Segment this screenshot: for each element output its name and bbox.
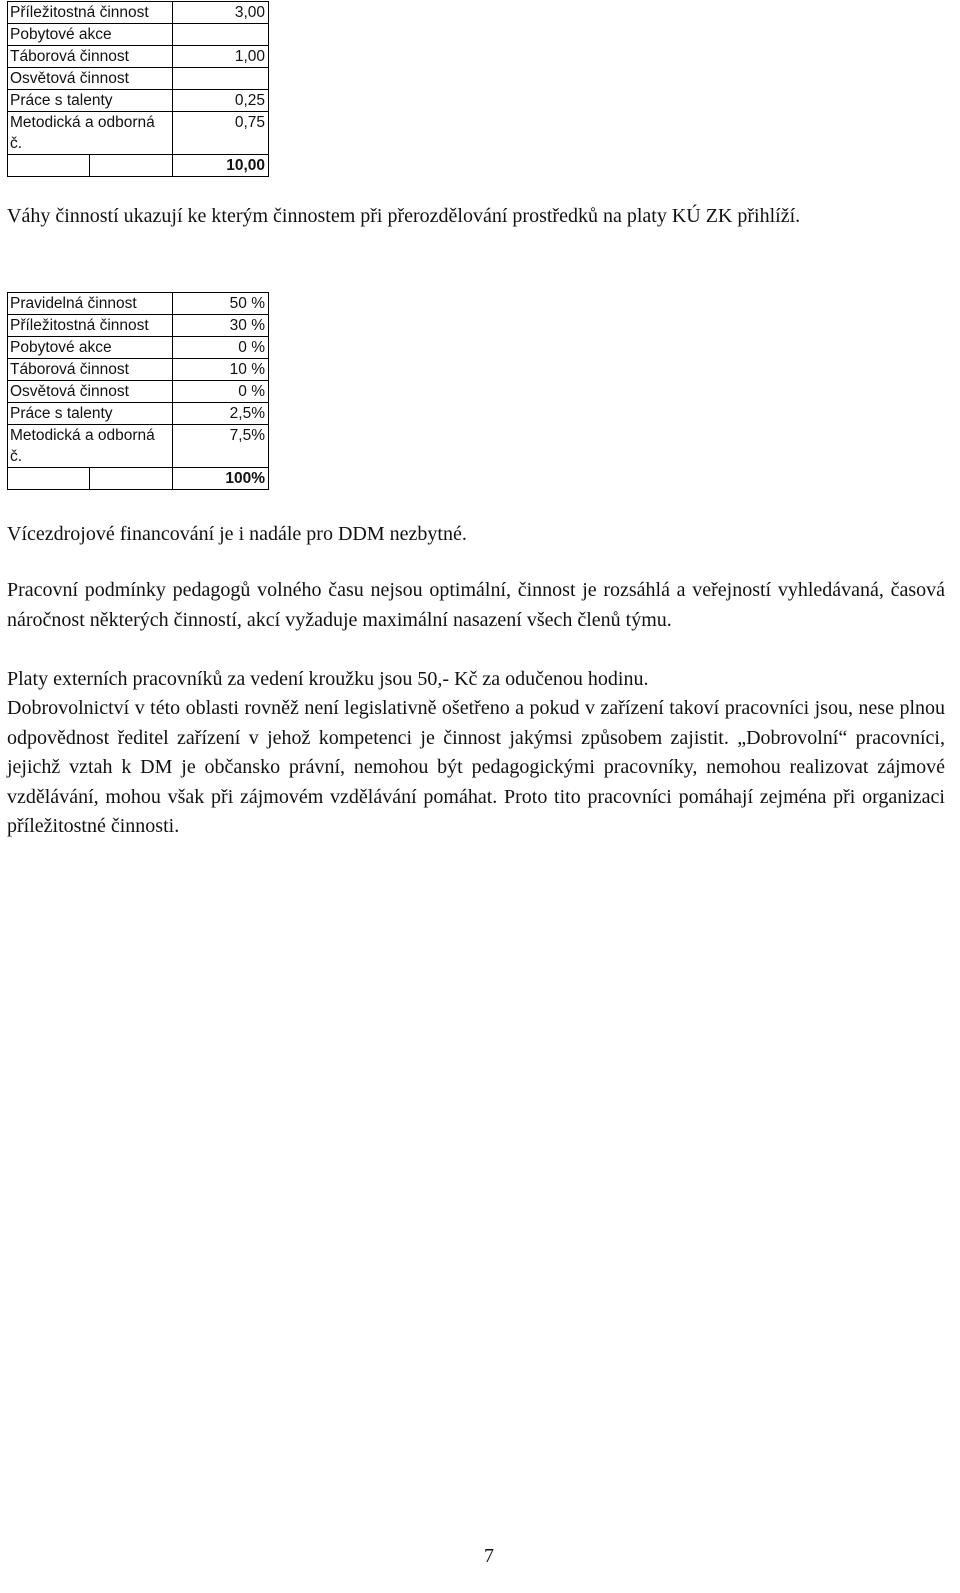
table-row [8,112,269,155]
table-cell-label: Práce s talenty [8,403,173,425]
table-total-value: 10,00 [173,155,269,177]
table-cell-value: 2,5% [173,403,269,425]
table-row [8,46,269,68]
paragraph-conditions: Pracovní podmínky pedagogů volného času nejsou optimální, činnost je rozsáhlá a veřejností vyhledávaná, časová náročnost některých činností, akcí vyžaduje maximální nasazení všech členů týmu. [7,579,945,631]
table-row [8,293,269,315]
table-row [8,315,269,337]
table-row [8,2,269,24]
table-cell-label: Metodická a odborná č. [8,425,173,468]
table-cell-value: 7,5% [173,425,269,468]
table-row [8,359,269,381]
paragraph-external-pay: Platy externích pracovníků za vedení kroužku jsou 50,- Kč za odučenou hodinu. [7,668,649,690]
table-row [8,381,269,403]
table-cell-value: 30 % [173,315,269,337]
table-cell-label: Příležitostná činnost [8,2,173,24]
table-cell-label: Pobytové akce [8,337,173,359]
table-cell-value: 0,25 [173,90,269,112]
activity-share-table [7,292,269,490]
table-cell-value: 1,00 [173,46,269,68]
activity-weights-table [7,1,269,177]
paragraph-weights: Váhy činností ukazují ke kterým činnostem při přerozdělování prostředků na platy KÚ ZK přihlíží. [7,205,801,227]
table-cell-label: Osvětová činnost [8,381,173,403]
paragraph-volunteers: Dobrovolnictví v této oblasti rovněž není legislativně ošetřeno a pokud v zařízení takoví pracovníci jsou, nese plnou odpovědnost ředitel zařízení v jehož kompetenci je činnost jakýmsi způsobem zajistit. „Dobrovolní“ pracovníci, jejichž vztah k DM je občansko právní, nemohou být pedagogickými pracovníky, nemohou realizovat zájmové vzdělávání, mohou však při zájmovém vzdělávání pomáhat. Proto tito pracovníci pomáhají zejména při organizaci příležitostné činnosti. [7,697,945,837]
table-cell-value: 0 % [173,381,269,403]
table-cell-value: 3,00 [173,2,269,24]
table-row [8,425,269,468]
table-blank-cell [8,468,90,490]
table-cell-value: 50 % [173,293,269,315]
table-total-row [8,468,269,490]
table-cell-label: Příležitostná činnost [8,315,173,337]
table-cell-value: 0,75 [173,112,269,155]
table-cell-label: Práce s talenty [8,90,173,112]
table-total-row [8,155,269,177]
table-blank-cell [90,155,173,177]
table-row [8,337,269,359]
table-cell-value [173,24,269,46]
table-cell-value: 10 % [173,359,269,381]
table-row [8,24,269,46]
table-cell-label: Táborová činnost [8,46,173,68]
table-row [8,403,269,425]
table-cell-value [173,68,269,90]
table-blank-cell [90,468,173,490]
paragraph-funding: Vícezdrojové financování je i nadále pro DDM nezbytné. [7,523,467,545]
table-cell-value: 0 % [173,337,269,359]
table-row [8,68,269,90]
page-number: 7 [484,1545,494,1567]
table-cell-label: Pravidelná činnost [8,293,173,315]
table-row [8,90,269,112]
table-cell-label: Metodická a odborná č. [8,112,173,155]
table-cell-label: Osvětová činnost [8,68,173,90]
table-blank-cell [8,155,90,177]
table-cell-label: Pobytové akce [8,24,173,46]
table-total-value: 100% [173,468,269,490]
table-cell-label: Táborová činnost [8,359,173,381]
